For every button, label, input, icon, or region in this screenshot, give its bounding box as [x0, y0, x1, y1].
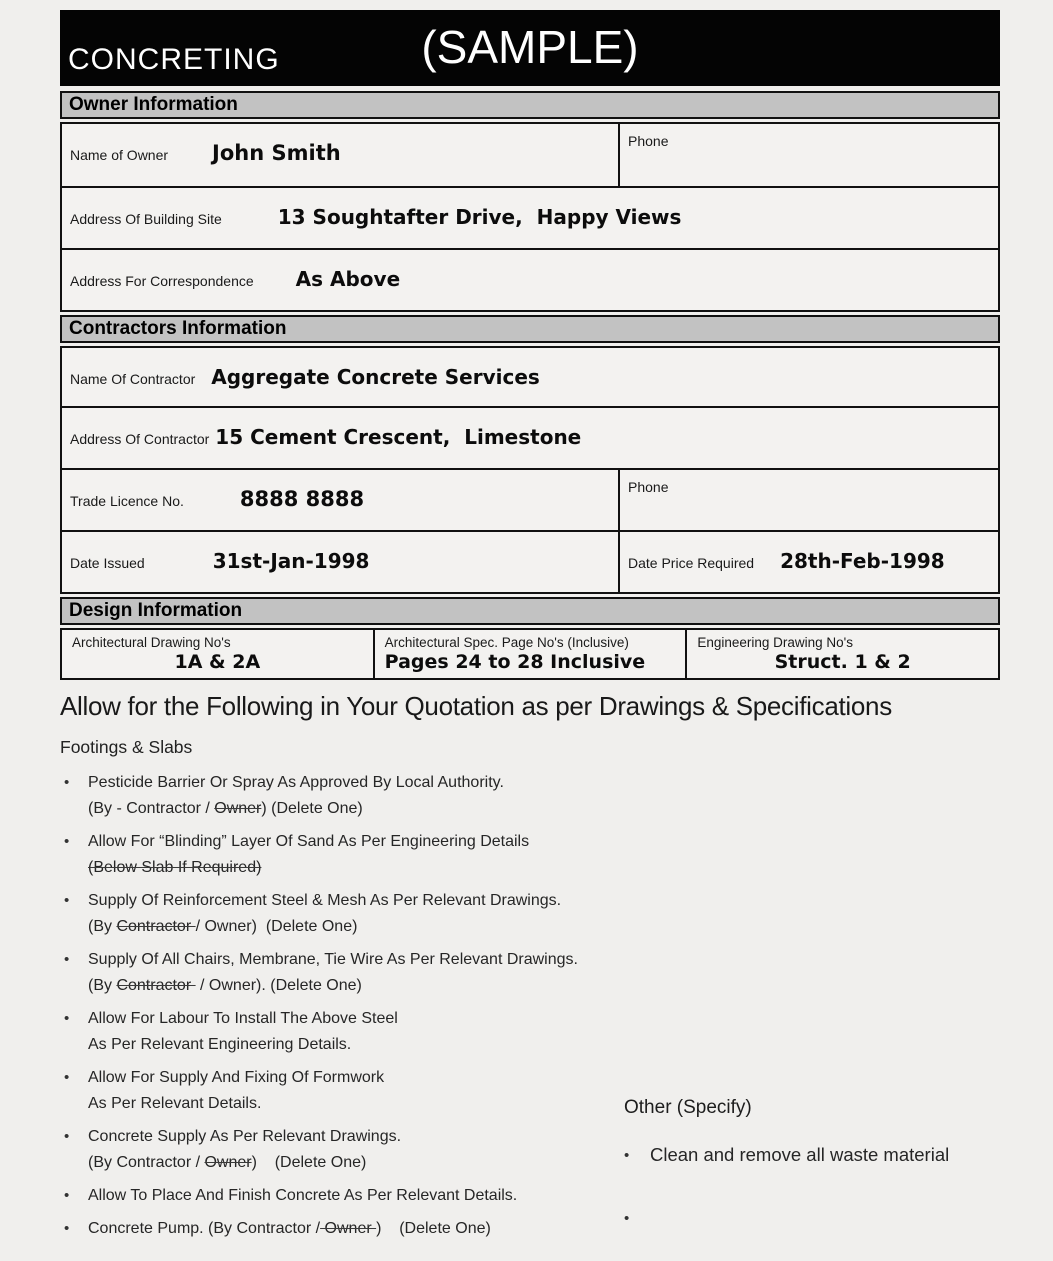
list-item-text: Allow For Supply And Fixing Of Formwork As Per Relevant Details.: [88, 1069, 385, 1112]
architectural-spec-label: Architectural Spec. Page No's (Inclusive): [384, 635, 629, 650]
bullet-icon: •: [64, 951, 70, 968]
date-price-cell: [618, 532, 998, 592]
architectural-spec-field[interactable]: Pages 24 to 28 Inclusive: [384, 651, 646, 673]
table-row: [62, 348, 998, 406]
site-address-label: Address Of Building Site: [70, 211, 222, 227]
list-item: [64, 947, 639, 999]
bullet-icon: •: [64, 833, 70, 850]
date-issued-cell: [62, 532, 618, 592]
date-price-field[interactable]: 28th-Feb-1998: [780, 549, 945, 573]
other-list-item: [624, 1144, 1024, 1168]
owner-section-header: [60, 91, 1000, 119]
bullet-icon: •: [64, 1069, 70, 1086]
engineering-drawing-field[interactable]: Struct. 1 & 2: [774, 651, 911, 673]
struck-text: (Below Slab If Required): [88, 859, 262, 876]
engineering-drawing-cell: [685, 630, 998, 678]
contractor-address-label: Address Of Contractor: [70, 431, 210, 447]
contractor-name-label: Name Of Contractor: [70, 371, 196, 387]
correspondence-address-label: Address For Correspondence: [70, 273, 254, 289]
architectural-drawing-cell: [62, 630, 373, 678]
table-row: [62, 124, 998, 186]
struck-text: Contractor: [116, 977, 196, 994]
contractor-section-title: Contractors Information: [69, 318, 287, 339]
owner-table: [60, 122, 1000, 312]
trade-licence-cell: [62, 470, 618, 530]
bullet-icon: •: [64, 774, 70, 791]
form-sheet: [60, 10, 1000, 1249]
site-address-field[interactable]: 13 Soughtafter Drive, Happy Views: [277, 205, 682, 229]
contractor-name-field[interactable]: Aggregate Concrete Services: [211, 365, 540, 389]
contractor-phone-cell: [618, 470, 998, 530]
list-item-text: Concrete Supply As Per Relevant Drawings. (By Contractor / Owner) (Delete One): [88, 1128, 402, 1171]
list-item: [64, 1006, 639, 1058]
quotation-list: [64, 770, 639, 1242]
bullet-icon: •: [64, 1128, 70, 1145]
correspondence-address-field[interactable]: As Above: [295, 267, 401, 291]
design-section-title: Design Information: [69, 600, 243, 621]
list-item: [64, 1124, 639, 1176]
date-issued-label: Date Issued: [70, 555, 145, 571]
contractor-address-cell: [62, 408, 998, 468]
owner-name-label: Name of Owner: [70, 147, 169, 163]
trade-licence-label: Trade Licence No.: [70, 493, 184, 509]
table-row: [62, 186, 998, 248]
contractor-section-header: [60, 315, 1000, 343]
owner-name-field[interactable]: John Smith: [212, 141, 341, 165]
list-item: [64, 829, 639, 881]
other-item-text[interactable]: Clean and remove all waste material: [650, 1144, 950, 1165]
list-item: [64, 1216, 639, 1242]
other-section: [624, 1097, 1024, 1231]
architectural-spec-cell: [373, 630, 686, 678]
bullet-icon: •: [64, 892, 70, 909]
list-item: [64, 1183, 639, 1209]
list-item-text: Supply Of Reinforcement Steel & Mesh As Per Relevant Drawings. (By Contractor / Owner) (Delete One): [88, 892, 562, 935]
list-item: [64, 888, 639, 940]
date-issued-field[interactable]: 31st-Jan-1998: [212, 549, 370, 573]
owner-phone-cell: [618, 124, 998, 186]
table-row: [62, 248, 998, 310]
footings-slabs-subheading: Footings & Slabs: [60, 737, 193, 757]
design-section-header: [60, 597, 1000, 625]
bullet-icon: •: [624, 1147, 630, 1164]
struck-text: Owner: [204, 1154, 252, 1171]
list-item-text: Allow To Place And Finish Concrete As Per Relevant Details.: [88, 1187, 518, 1204]
bullet-icon: •: [64, 1187, 70, 1204]
list-item-text: Supply Of All Chairs, Membrane, Tie Wire As Per Relevant Drawings. (By Contractor / Owner). (Delete One): [88, 951, 578, 994]
title-bar: [60, 10, 1000, 86]
struck-text: Owner: [214, 800, 262, 817]
quotation-heading: Allow for the Following in Your Quotation as per Drawings & Specifications: [60, 691, 892, 721]
architectural-drawing-label: Architectural Drawing No's: [72, 635, 231, 650]
contractor-address-field[interactable]: 15 Cement Crescent, Limestone: [215, 425, 582, 449]
list-item-text: Allow For Labour To Install The Above Steel As Per Relevant Engineering Details.: [88, 1010, 398, 1053]
bullet-icon: •: [624, 1210, 630, 1227]
table-row: [62, 530, 998, 592]
date-price-label: Date Price Required: [628, 555, 755, 571]
site-address-cell: [62, 188, 998, 248]
list-item: [64, 1065, 639, 1117]
list-item-text: Pesticide Barrier Or Spray As Approved By Local Authority. (By - Contractor / Owner) (Delete One): [88, 774, 504, 817]
owner-section-title: Owner Information: [69, 94, 238, 115]
other-heading: Other (Specify): [624, 1097, 752, 1118]
owner-name-cell: [62, 124, 618, 186]
other-list-item: [624, 1207, 1024, 1231]
bullet-icon: •: [64, 1010, 70, 1027]
table-row: [62, 406, 998, 468]
table-row: [62, 468, 998, 530]
list-item-text: Concrete Pump. (By Contractor / Owner ) (Delete One): [88, 1220, 491, 1237]
owner-phone-label: Phone: [628, 133, 669, 149]
table-row: [62, 630, 998, 678]
engineering-drawing-label: Engineering Drawing No's: [697, 635, 854, 650]
trade-licence-field[interactable]: 8888 8888: [239, 487, 365, 511]
sample-watermark: (SAMPLE): [421, 20, 639, 73]
struck-text: Owner: [320, 1220, 377, 1237]
list-item-text: Allow For “Blinding” Layer Of Sand As Per Engineering Details (Below Slab If Required): [88, 833, 530, 876]
document-title: CONCRETING: [68, 43, 280, 76]
contractor-phone-label: Phone: [628, 479, 669, 495]
correspondence-address-cell: [62, 250, 998, 310]
list-item: [64, 770, 639, 822]
contractor-table: [60, 346, 1000, 594]
architectural-drawing-field[interactable]: 1A & 2A: [174, 651, 261, 673]
contractor-name-cell: [62, 348, 998, 406]
struck-text: Contractor: [116, 918, 196, 935]
bullet-icon: •: [64, 1220, 70, 1237]
design-table: [60, 628, 1000, 680]
